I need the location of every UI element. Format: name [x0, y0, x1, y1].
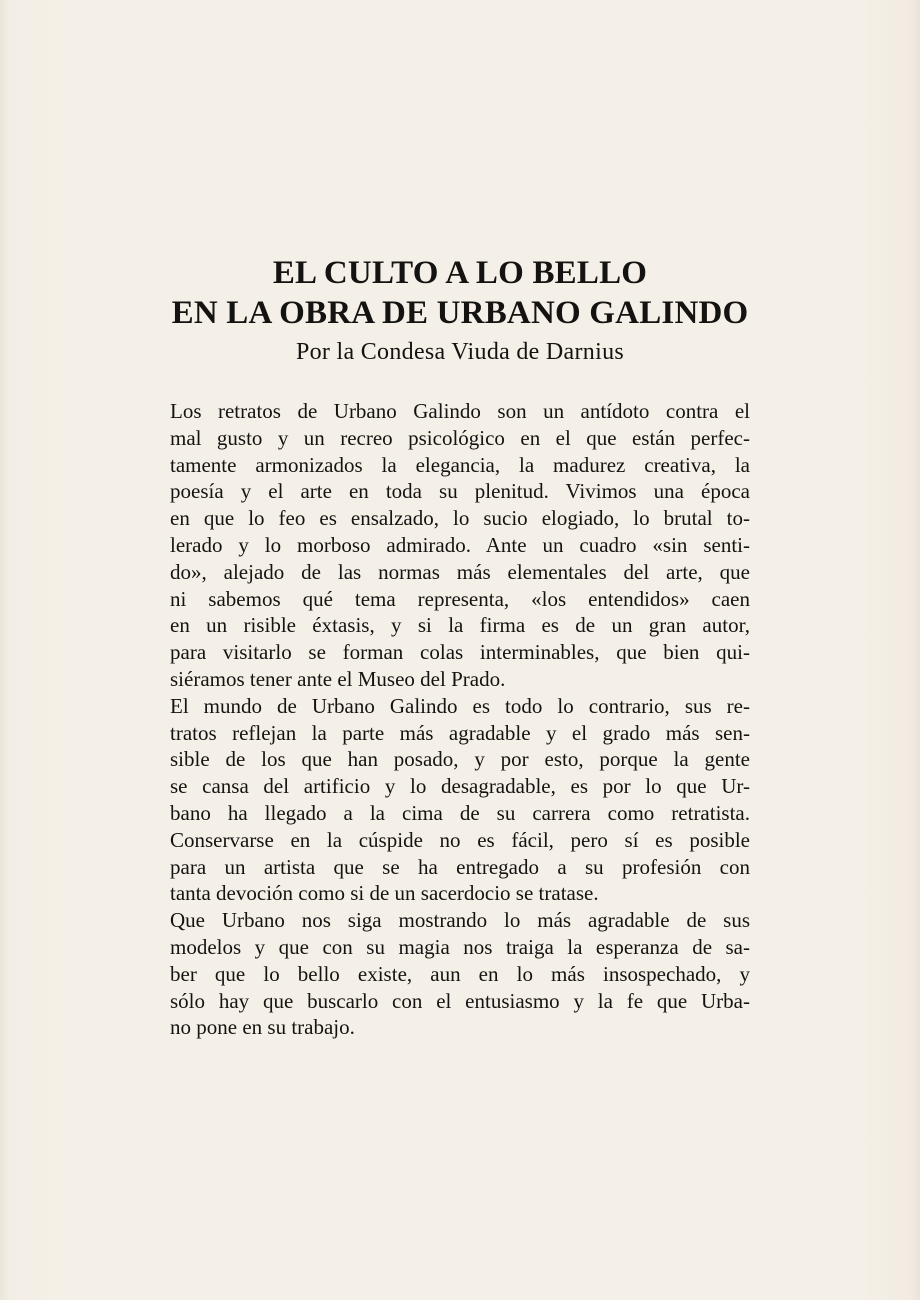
- body-text: [170, 398, 750, 1041]
- text-line: do», alejado de las normas más elementales del arte, que: [170, 559, 750, 584]
- text-line: Los retratos de Urbano Galindo son un antídoto contra el: [170, 399, 750, 423]
- text-line: modelos y que con su magia nos traiga la esperanza de sa-: [170, 934, 750, 959]
- text-line: lerado y lo morboso admirado. Ante un cuadro «sin senti-: [170, 532, 750, 557]
- text-line: no pone en su trabajo.: [170, 1015, 355, 1040]
- text-line: Que Urbano nos siga mostrando lo más agradable de sus: [170, 908, 750, 933]
- text-line: para visitarlo se forman colas interminables, que bien qui-: [170, 640, 750, 665]
- text-line: ni sabemos qué tema representa, «los entendidos» caen: [170, 586, 750, 611]
- text-line: sólo hay que buscarlo con el entusiasmo y la fe que Urba-: [170, 988, 750, 1013]
- text-line: en un risible éxtasis, y si la firma es de un gran autor,: [170, 613, 750, 638]
- text-line: bano ha llegado a la cima de su carrera como retratista.: [170, 800, 750, 825]
- text-line: poesía y el arte en toda su plenitud. Vivimos una época: [170, 479, 750, 504]
- text-line: mal gusto y un recreo psicológico en el que están perfec-: [170, 425, 750, 450]
- text-line: sible de los que han posado, y por esto, porque la gente: [170, 747, 750, 772]
- text-line: ber que lo bello existe, aun en lo más insospechado, y: [170, 961, 750, 986]
- text-line: tamente armonizados la elegancia, la madurez creativa, la: [170, 452, 750, 477]
- byline: Por la Condesa Viuda de Darnius: [295, 339, 625, 365]
- title-line-2: EN LA OBRA DE URBANO GALINDO: [171, 295, 749, 331]
- text-line: se cansa del artificio y lo desagradable, es por lo que Ur-: [170, 774, 750, 799]
- text-line: Conservarse en la cúspide no es fácil, pero sí es posible: [170, 827, 750, 852]
- text-line: tratos reflejan la parte más agradable y el grado más sen-: [170, 720, 750, 745]
- text-line: El mundo de Urbano Galindo es todo lo contrario, sus re-: [170, 693, 750, 718]
- title-line-1: EL CULTO A LO BELLO: [272, 255, 648, 291]
- text-line: tanta devoción como si de un sacerdocio se tratase.: [170, 881, 599, 906]
- text-line: en que lo feo es ensalzado, lo sucio elogiado, lo brutal to-: [170, 506, 750, 531]
- text-line: siéramos tener ante el Museo del Prado.: [170, 666, 506, 691]
- text-line: para un artista que se ha entregado a su profesión con: [170, 854, 750, 879]
